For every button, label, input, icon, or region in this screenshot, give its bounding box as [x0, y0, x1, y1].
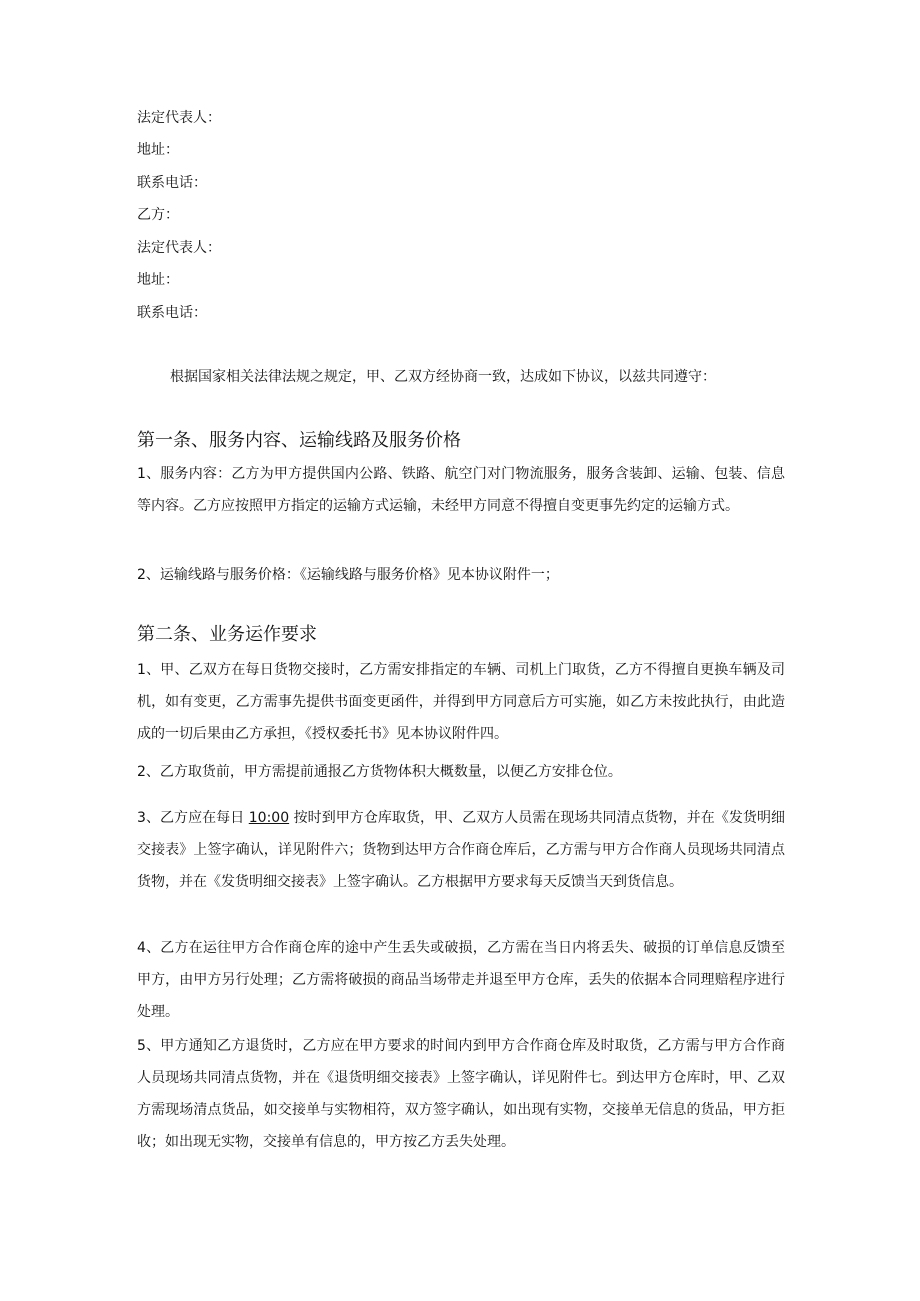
article-1-clause-2: 2、运输线路与服务价格：《运输线路与服务价格》见本协议附件一；: [137, 567, 559, 583]
intro-paragraph: 根据国家相关法律法规之规定，甲、乙双方经协商一致，达成如下协议，以兹共同遵守：: [170, 369, 716, 385]
clause-3-body: 按时到甲方仓库取货，甲、乙双方人员需在现场共同清点货物，并在《发货明细交接表》上签字确认，详见附件六；货物到达甲方合作商仓库后，乙方需与甲方合作商人员现场共同清点货物，并在《发货明细交接表》上签字确认。乙方根据甲方要求每天反馈当天到货信息。: [137, 810, 786, 890]
article-1-clause-1: 1、服务内容：乙方为甲方提供国内公路、铁路、航空门对门物流服务，服务含装卸、运输、包装、信息等内容。乙方应按照甲方指定的运输方式运输，未经甲方同意不得擅自变更事先约定的运输方式。: [137, 466, 785, 514]
party-b-phone-label: 联系电话：: [137, 305, 207, 321]
article-2-heading: 第二条、业务运作要求: [137, 624, 317, 645]
clause-3-prefix: 3、乙方应在每日: [137, 810, 245, 826]
party-a-address-label: 地址：: [137, 142, 179, 158]
party-b-legal-rep-label: 法定代表人：: [137, 240, 221, 256]
article-2-clause-5: 5、甲方通知乙方退货时，乙方应在甲方要求的时间内到甲方合作商仓库及时取货，乙方需与甲方合作商人员现场共同清点货物，并在《退货明细交接表》上签字确认，详见附件七。到达甲方仓库时，甲、乙双方需现场清点货品，如交接单与实物相符，双方签字确认，如出现有实物，交接单无信息的货品，甲方拒收；如出现无实物，交接单有信息的，甲方按乙方丢失处理。: [137, 1038, 785, 1150]
party-b-address-label: 地址：: [137, 272, 179, 288]
article-2-clause-2: 2、乙方取货前，甲方需提前通报乙方货物体积大概数量，以便乙方安排仓位。: [137, 764, 622, 780]
article-2-clause-1: 1、甲、乙双方在每日货物交接时，乙方需安排指定的车辆、司机上门取货，乙方不得擅自更换车辆及司机，如有变更，乙方需事先提供书面变更函件，并得到甲方同意后方可实施，如乙方未按此执行，由此造成的一切后果由乙方承担，《授权委托书》见本协议附件四。: [137, 662, 785, 742]
party-a-phone-label: 联系电话：: [137, 175, 207, 191]
party-a-legal-rep-label: 法定代表人：: [137, 110, 221, 126]
article-1-heading: 第一条、服务内容、运输线路及服务价格: [137, 430, 461, 451]
pickup-time: 10:00: [248, 810, 290, 826]
party-b-label: 乙方：: [137, 207, 179, 223]
article-2-clause-4: 4、乙方在运往甲方合作商仓库的途中产生丢失或破损，乙方需在当日内将丢失、破损的订单信息反馈至甲方，由甲方另行处理；乙方需将破损的商品当场带走并退至甲方仓库，丢失的依据本合同理赔程序进行处理。: [137, 940, 785, 1020]
article-2-clause-3: [137, 802, 785, 898]
